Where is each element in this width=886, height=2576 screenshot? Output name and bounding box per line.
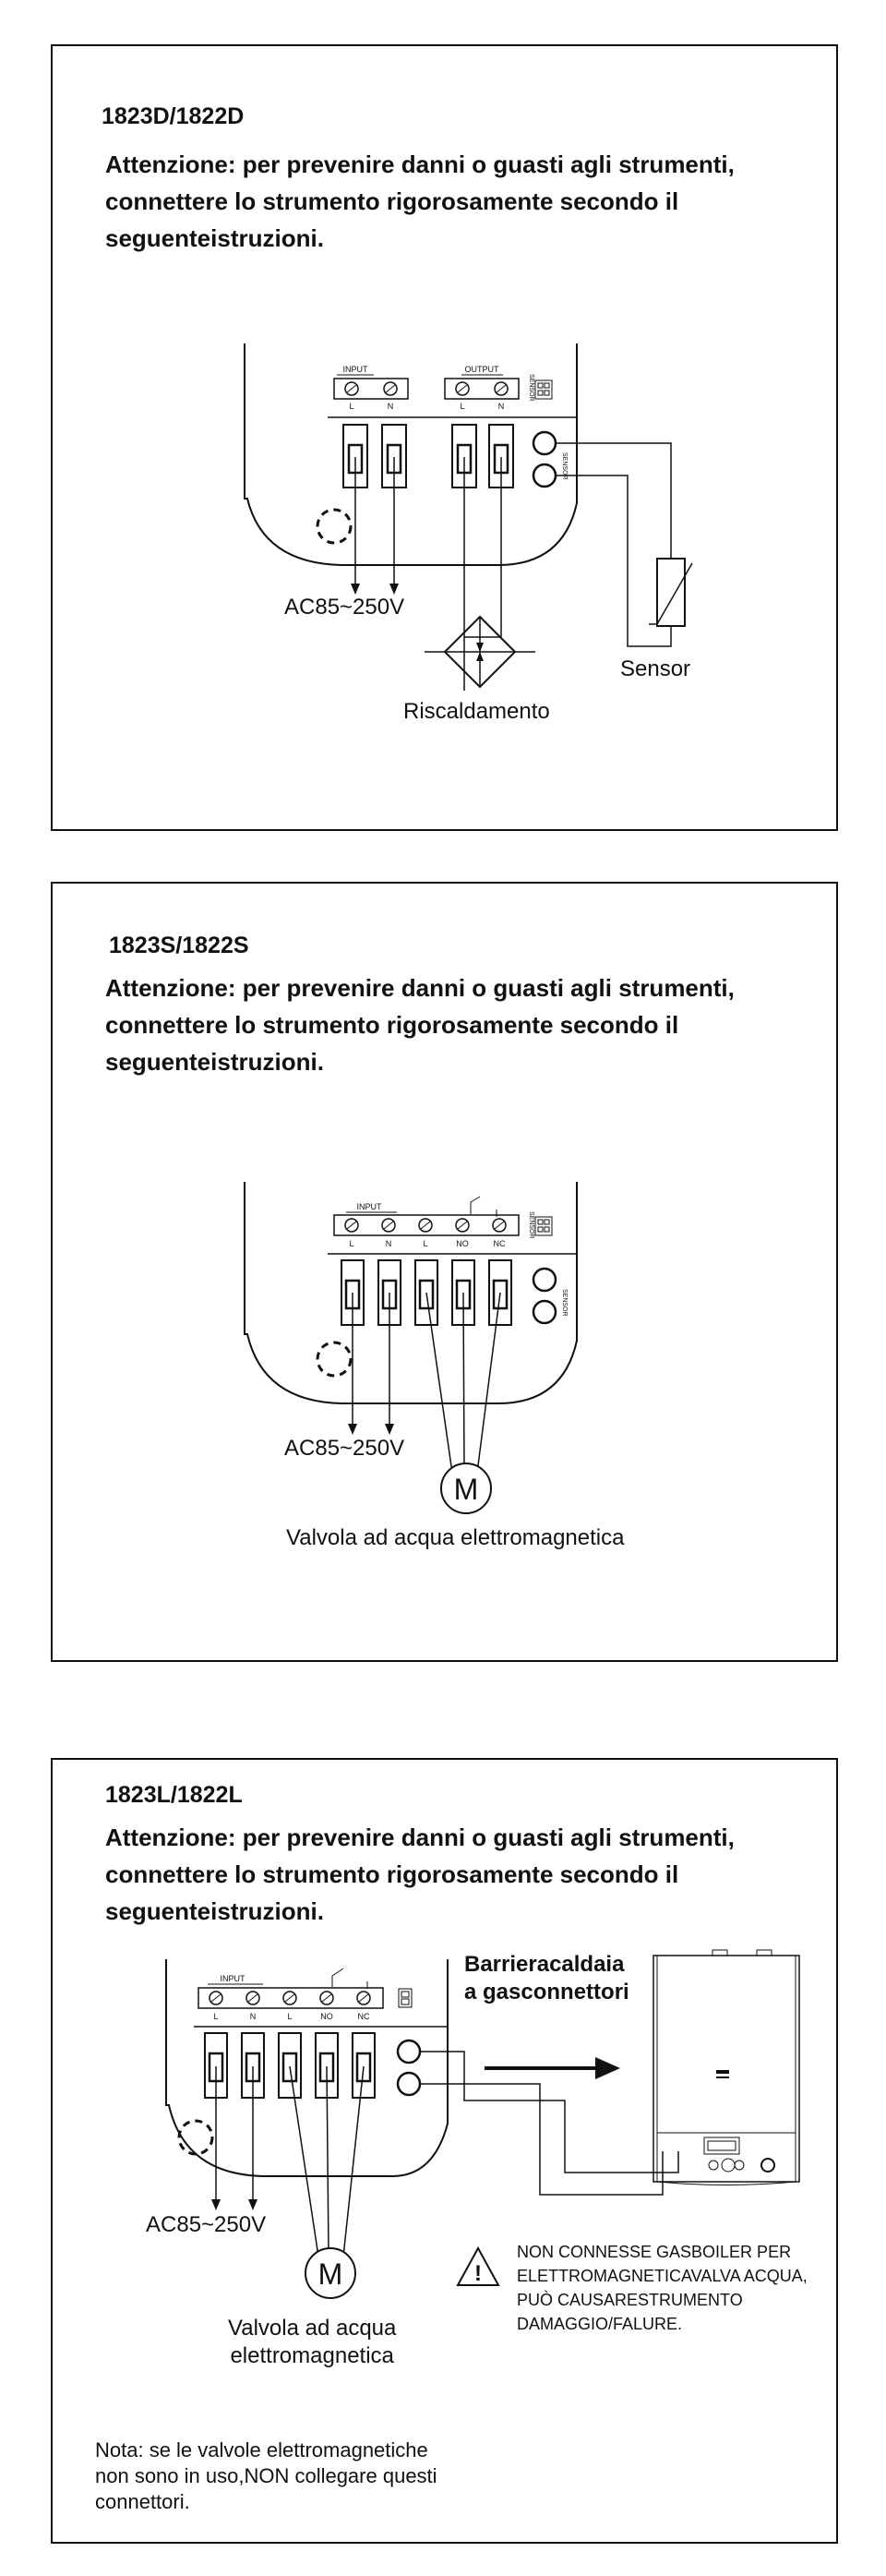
input-screw-terminals [334,379,408,399]
wiring-diagram-1823d [0,0,886,831]
svg-text:M: M [453,1473,479,1506]
wiring-diagram-1823s [0,831,886,1662]
input-label: INPUT [342,365,368,374]
sensor-jack-2 [533,464,556,487]
svg-text:SENSOR: SENSOR [561,1289,568,1317]
barrier-label: Barrieracaldaia a gasconnettori [464,1952,629,2004]
svg-text:NC: NC [493,1239,506,1248]
panel-1823s-warning: Attenzione: per prevenire danni o guasti agli strumenti, connettere lo strumento rigorosamente secondo il seguenteistruzioni. [105,974,735,1076]
supply-label: AC85~250V [284,595,405,620]
panel-1823d-model: 1823D/1822D [102,103,245,129]
thermostat-housing [245,343,577,565]
panel-1823s-model: 1823S/1822S [109,933,249,958]
svg-text:!: ! [474,2261,482,2286]
output-screw-terminals [445,379,519,399]
sensor-jack-1 [533,432,556,454]
svg-text:L: L [423,1239,428,1248]
sensor-label: Sensor [620,656,691,681]
caution-text: NON CONNESSE GASBOILER PER ELETTROMAGNETICAVALVA ACQUA, PUÒ CAUSARESTRUMENTO DAMAGGIO/FALURE. [517,2243,808,2333]
svg-text:INPUT: INPUT [220,1974,245,1983]
screw-terminals [334,1215,519,1235]
output-label: OUTPUT [464,365,499,374]
panel-1823l-warning: Attenzione: per prevenire danni o guasti agli strumenti, connettere lo strumento rigorosamente secondo il seguenteistruzioni. [105,1824,735,1925]
screw-terminals [198,1988,383,2008]
heating-element-symbol [425,617,535,687]
svg-text:L: L [460,402,465,411]
caution-icon [458,2248,498,2286]
heating-label: Riscaldamento [403,699,550,724]
terminal-blocks [343,425,513,488]
svg-text:L: L [349,402,354,411]
knockout-hole [317,510,351,543]
svg-text:SENSOR: SENSOR [561,452,568,480]
svg-text:N: N [387,402,394,411]
panel-1823l-model: 1823L/1822L [105,1782,243,1808]
supply-label: AC85~250V [146,2212,267,2237]
svg-text:SENSOR: SENSOR [528,1211,534,1239]
gas-boiler-illustration [653,1950,799,2185]
valve-label: Valvola ad acqua elettromagnetica [286,1525,625,1550]
svg-text:L: L [213,2012,219,2021]
svg-text:NC: NC [357,2012,370,2021]
svg-text:L: L [287,2012,293,2021]
sensor-port-top [528,374,552,402]
supply-label: AC85~250V [284,1436,405,1461]
svg-text:L: L [349,1239,354,1248]
valve-label: Valvola ad acqua elettromagnetica [228,2316,397,2368]
panel-1823d-warning: Attenzione: per prevenire danni o guasti agli strumenti, connettere lo strumento rigorosamente secondo il seguenteistruzioni. [105,150,735,252]
sensor-symbol [649,559,692,626]
svg-text:N: N [497,402,505,411]
svg-text:M: M [317,2257,343,2291]
terminal-blocks [205,2033,375,2098]
svg-text:NO: NO [320,2012,333,2021]
svg-text:NO: NO [456,1239,469,1248]
usage-note: Nota: se le valvole elettromagnetiche non sono in uso,NON collegare questi connettori. [95,2438,437,2513]
svg-text:N: N [385,1239,392,1248]
svg-text:INPUT: INPUT [356,1202,382,1211]
svg-text:SENSOR: SENSOR [528,374,534,402]
svg-text:N: N [249,2012,257,2021]
